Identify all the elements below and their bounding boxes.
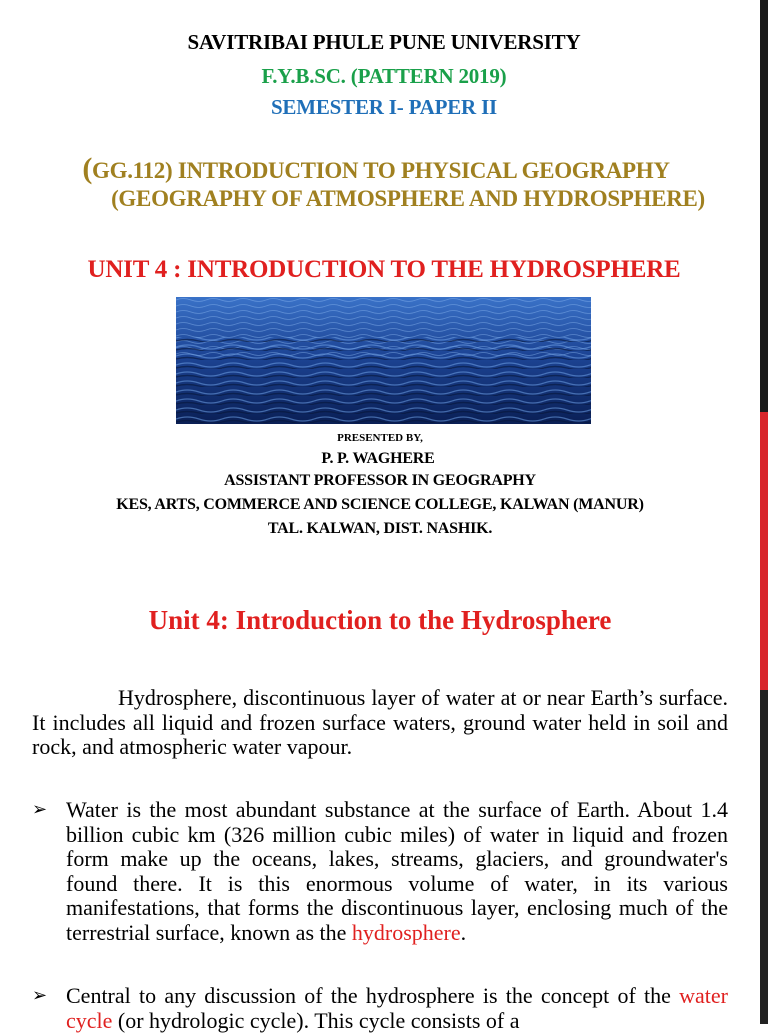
bullet-2-text <box>66 984 728 1033</box>
bullet-2-body: Central to any discussion of the hydrosphere is the concept of the <box>66 983 671 1008</box>
water-cycle-link[interactable]: water cycle <box>66 983 728 1033</box>
arrow-bullet-icon: ➢ <box>32 799 48 820</box>
presented-by-label: PRESENTED BY, <box>337 432 423 444</box>
intro-text: Hydrosphere, discontinuous layer of water at or near Earth’s surface. It includes all liquid and frozen surface waters, ground water held in soil and rock, and atmospheric water vapour. <box>32 685 728 759</box>
college-location: TAL. KALWAN, DIST. NASHIK. <box>267 520 493 537</box>
side-accent-bar-dark-lower <box>760 690 768 1024</box>
unit-title: UNIT 4 : INTRODUCTION TO THE HYDROSPHERE <box>87 256 681 283</box>
side-accent-bar-dark <box>760 0 768 412</box>
bullet-1-end: . <box>460 919 467 945</box>
college-name: KES, ARTS, COMMERCE AND SCIENCE COLLEGE, KALWAN (MANUR) <box>116 496 644 513</box>
semester-label: SEMESTER I- PAPER II <box>270 95 498 119</box>
slide2-title: Unit 4: Introduction to the Hydrosphere <box>148 605 612 635</box>
side-accent-bar-red <box>760 412 768 690</box>
paper-title-line2: (GEOGRAPHY OF ATMOSPHERE AND HYDROSPHERE) <box>111 186 705 211</box>
intro-paragraph <box>32 686 728 760</box>
course-name: F.Y.B.SC. (PATTERN 2019) <box>261 64 507 88</box>
bullet-1-text <box>66 798 728 945</box>
paper-title-paren: ( <box>82 152 93 185</box>
university-name: SAVITRIBAI PHULE PUNE UNIVERSITY <box>187 30 581 54</box>
bullet-2-rest: (or hydrologic cycle). This cycle consists of a <box>117 1007 520 1033</box>
arrow-bullet-icon: ➢ <box>32 985 48 1006</box>
paper-title-line1 <box>0 152 760 186</box>
bullet-1-body: Water is the most abundant substance at the surface of Earth. About 1.4 billion cubic km (326 million cubic miles) of water in liquid and frozen form make up the oceans, lakes, streams, glaciers, and groundwater's found there. It is this enormous volume of water, in its various manifestations, that forms the discontinuous layer, enclosing much of the terrestrial surface, known as the <box>66 797 728 945</box>
presenter-name: P. P. WAGHERE <box>321 450 435 467</box>
ocean-water-image <box>176 297 591 424</box>
paper-title-text: GG.112) INTRODUCTION TO PHYSICAL GEOGRAPHY <box>92 158 670 183</box>
hydrosphere-link[interactable]: hydrosphere <box>351 919 461 945</box>
presenter-role: ASSISTANT PROFESSOR IN GEOGRAPHY <box>224 472 536 489</box>
